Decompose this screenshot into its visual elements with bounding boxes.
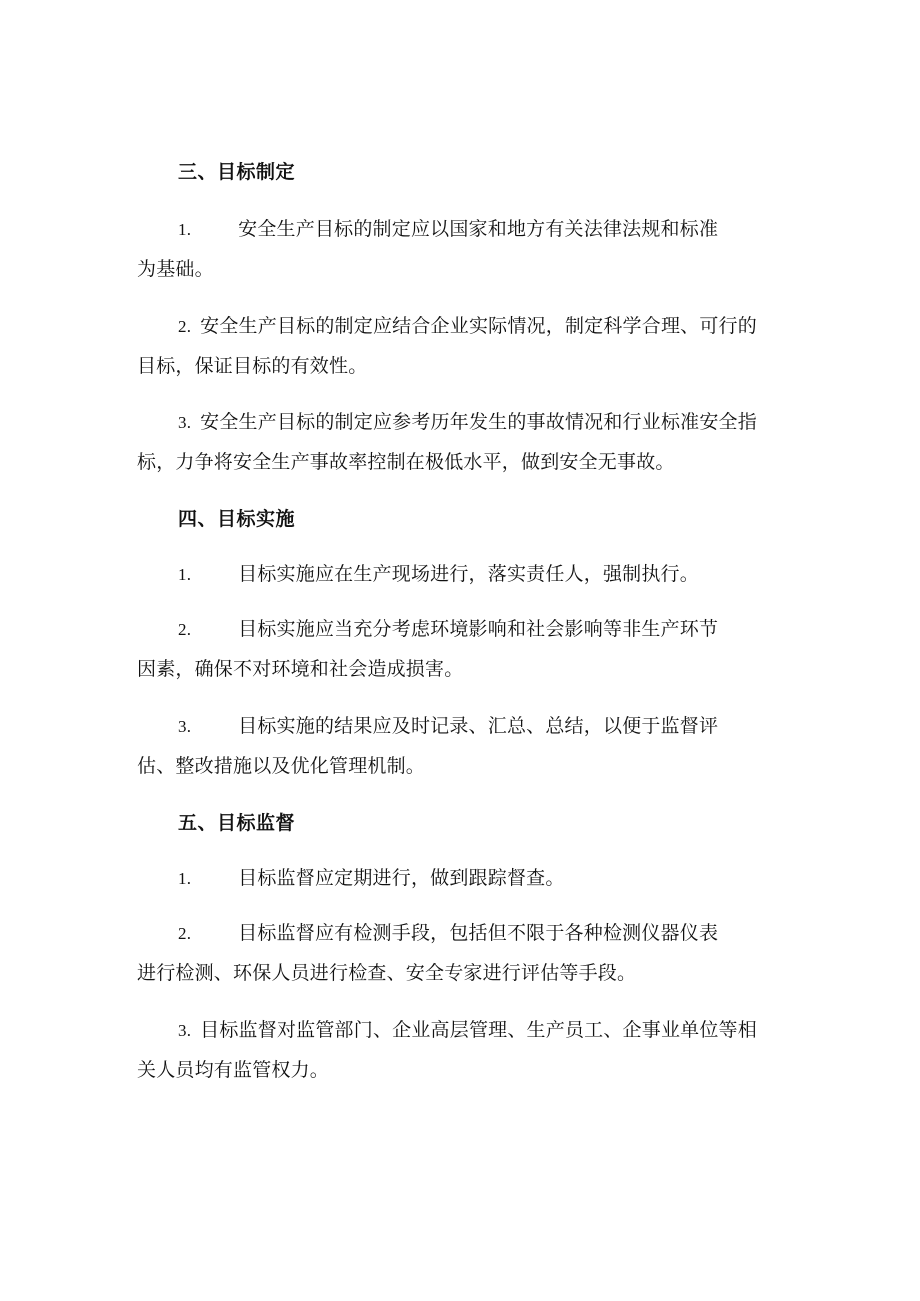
item-text-continued: 进行检测、环保人员进行检查、安全专家进行评估等手段。 — [137, 962, 637, 984]
section-heading-5: 五、目标监督 — [178, 812, 296, 834]
item-text: 目标实施应在生产现场进行，落实责任人，强制执行。 — [238, 563, 699, 585]
item-number: 3. — [178, 717, 192, 736]
item-text: 目标监督对监管部门、企业高层管理、生产员工、企事业单位等相 — [200, 1019, 757, 1041]
item-text: 目标监督应定期进行，做到跟踪督查。 — [238, 867, 565, 889]
item-text: 目标实施的结果应及时记录、汇总、总结，以便于监督评 — [238, 715, 719, 737]
item-text: 安全生产目标的制定应以国家和地方有关法律法规和标准 — [238, 218, 719, 240]
list-item — [137, 706, 799, 786]
item-text-continued: 目标，保证目标的有效性。 — [137, 355, 368, 377]
list-item — [137, 1010, 799, 1090]
item-number: 2. — [178, 620, 192, 639]
item-text: 安全生产目标的制定应结合企业实际情况，制定科学合理、可行的 — [200, 315, 757, 337]
item-text-continued: 估、整改措施以及优化管理机制。 — [137, 755, 426, 777]
item-text: 目标实施应当充分考虑环境影响和社会影响等非生产环节 — [238, 618, 719, 640]
item-text: 目标监督应有检测手段，包括但不限于各种检测仪器仪表 — [238, 922, 719, 944]
item-number: 1. — [178, 565, 192, 584]
item-text: 安全生产目标的制定应参考历年发生的事故情况和行业标准安全指 — [200, 411, 757, 433]
list-item — [137, 402, 799, 482]
item-text-continued: 标，力争将安全生产事故率控制在极低水平，做到安全无事故。 — [137, 451, 675, 473]
list-item — [137, 913, 799, 993]
list-item — [137, 858, 799, 898]
item-number: 2. — [178, 924, 192, 943]
item-number: 1. — [178, 220, 192, 239]
list-item — [137, 209, 799, 289]
item-number: 3. — [178, 1021, 192, 1040]
item-text-continued: 为基础。 — [137, 258, 214, 280]
list-item — [137, 609, 799, 689]
section-heading-3: 三、目标制定 — [178, 161, 296, 183]
list-item — [137, 306, 799, 386]
item-number: 2. — [178, 317, 192, 336]
item-text-continued: 关人员均有监管权力。 — [137, 1059, 330, 1081]
list-item — [137, 554, 799, 594]
item-number: 1. — [178, 869, 192, 888]
section-heading-4: 四、目标实施 — [178, 508, 296, 530]
item-number: 3. — [178, 413, 192, 432]
item-text-continued: 因素，确保不对环境和社会造成损害。 — [137, 658, 464, 680]
